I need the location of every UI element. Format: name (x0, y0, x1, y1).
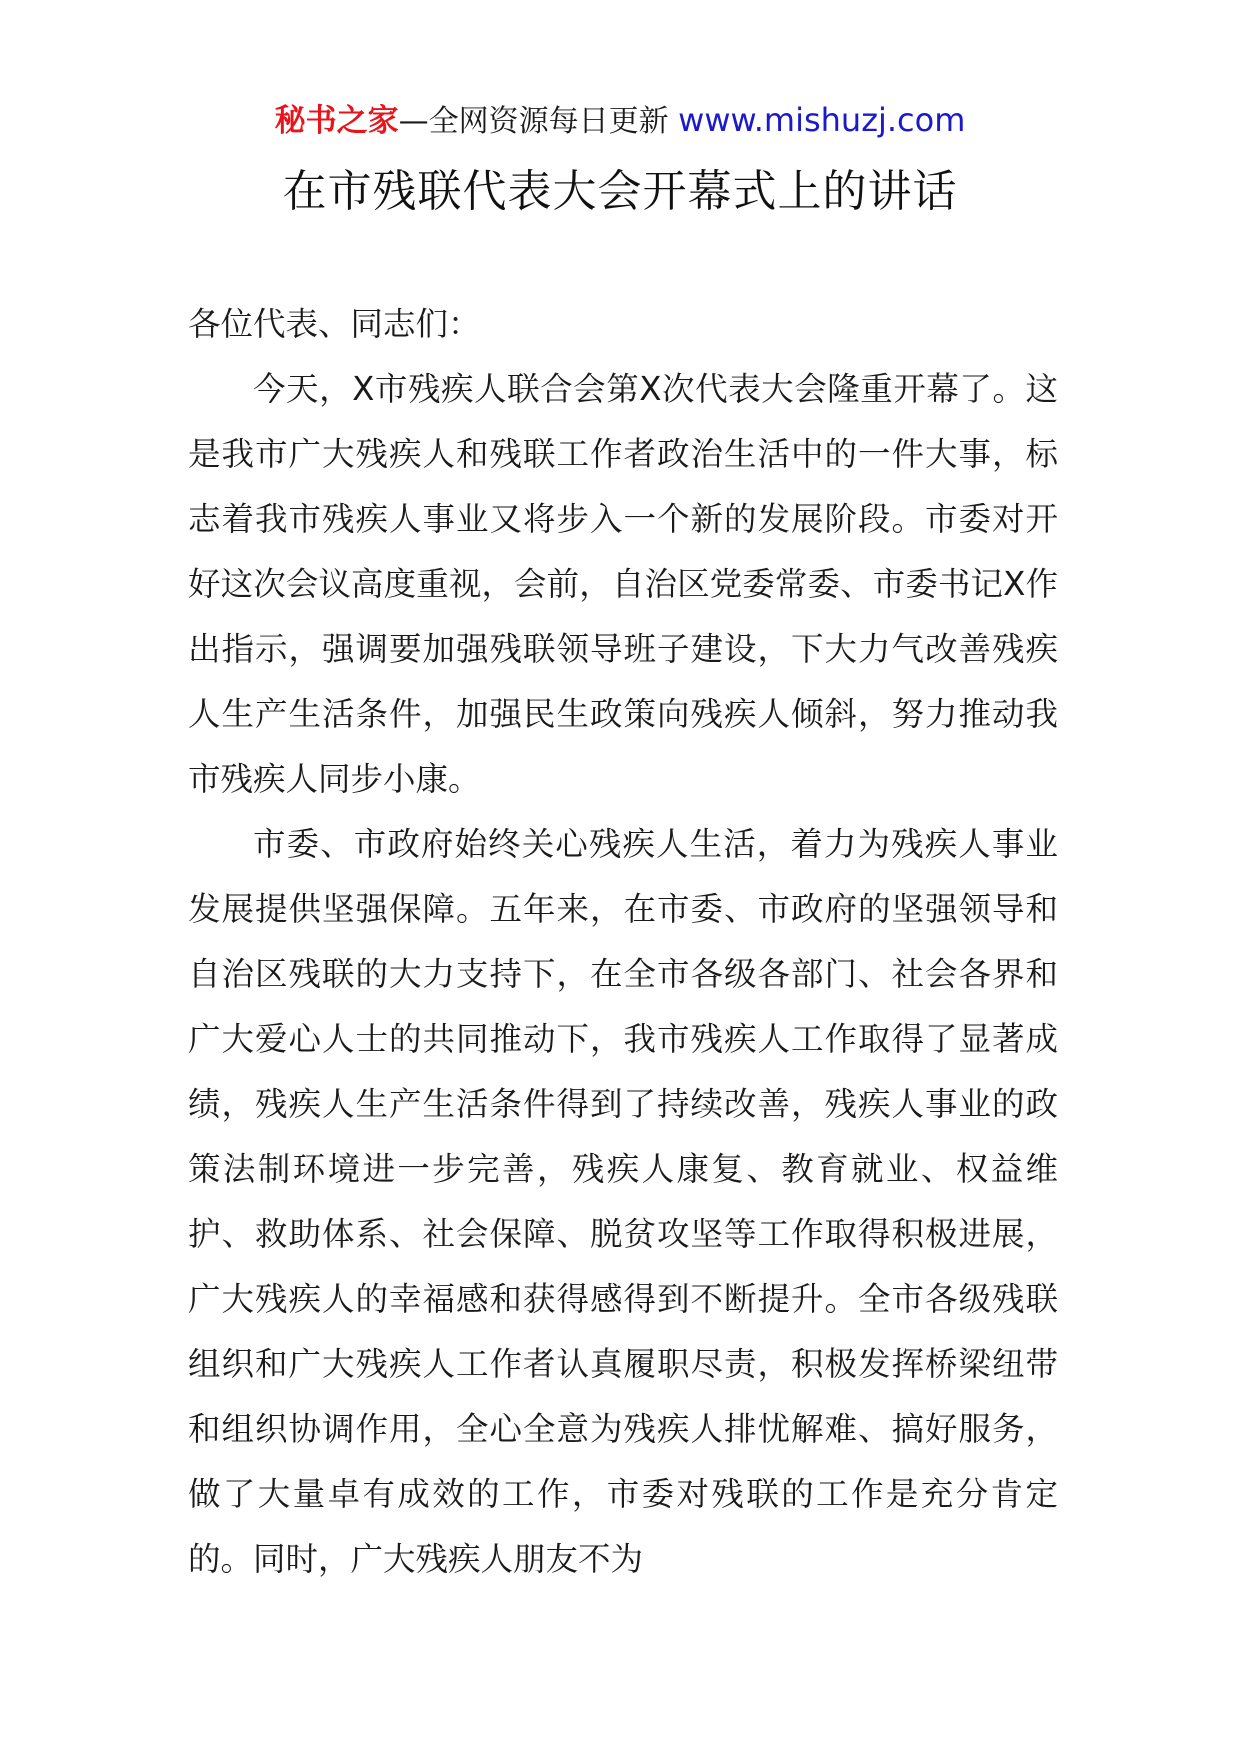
document-title: 在市残联代表大会开幕式上的讲话 (282, 166, 958, 217)
site-brand: 秘书之家 (274, 103, 399, 139)
site-url-link[interactable]: www.mishuzj.com (678, 101, 966, 139)
site-header (0, 100, 1240, 142)
document-body (188, 292, 1058, 1592)
paragraph: 今天，X市残疾人联合会第X次代表大会隆重开幕了。这是我市广大残疾人和残联工作者政治生活中的一件大事，标志着我市残疾人事业又将步入一个新的发展阶段。市委对开好这次会议高度重视，会前，自治区党委常委、市委书记X作出指示，强调要加强残联领导班子建设，下大力气改善残疾人生产生活条件，加强民生政策向残疾人倾斜，努力推动我市残疾人同步小康。 (188, 370, 1058, 798)
paragraph: 市委、市政府始终关心残疾人生活，着力为残疾人事业发展提供坚强保障。五年来，在市委、市政府的坚强领导和自治区残联的大力支持下，在全市各级各部门、社会各界和广大爱心人士的共同推动下，我市残疾人工作取得了显著成绩，残疾人生产生活条件得到了持续改善，残疾人事业的政策法制环境进一步完善，残疾人康复、教育就业、权益维护、救助体系、社会保障、脱贫攻坚等工作取得积极进展，广大残疾人的幸福感和获得感得到不断提升。全市各级残联组织和广大残疾人工作者认真履职尽责，积极发挥桥梁纽带和组织协调作用，全心全意为残疾人排忧解难、搞好服务，做了大量卓有成效的工作，市委对残联的工作是充分肯定的。同时，广大残疾人朋友不为 (188, 825, 1058, 1578)
salutation: 各位代表、同志们： (188, 305, 481, 343)
site-tagline: —全网资源每日更新 (398, 104, 669, 139)
